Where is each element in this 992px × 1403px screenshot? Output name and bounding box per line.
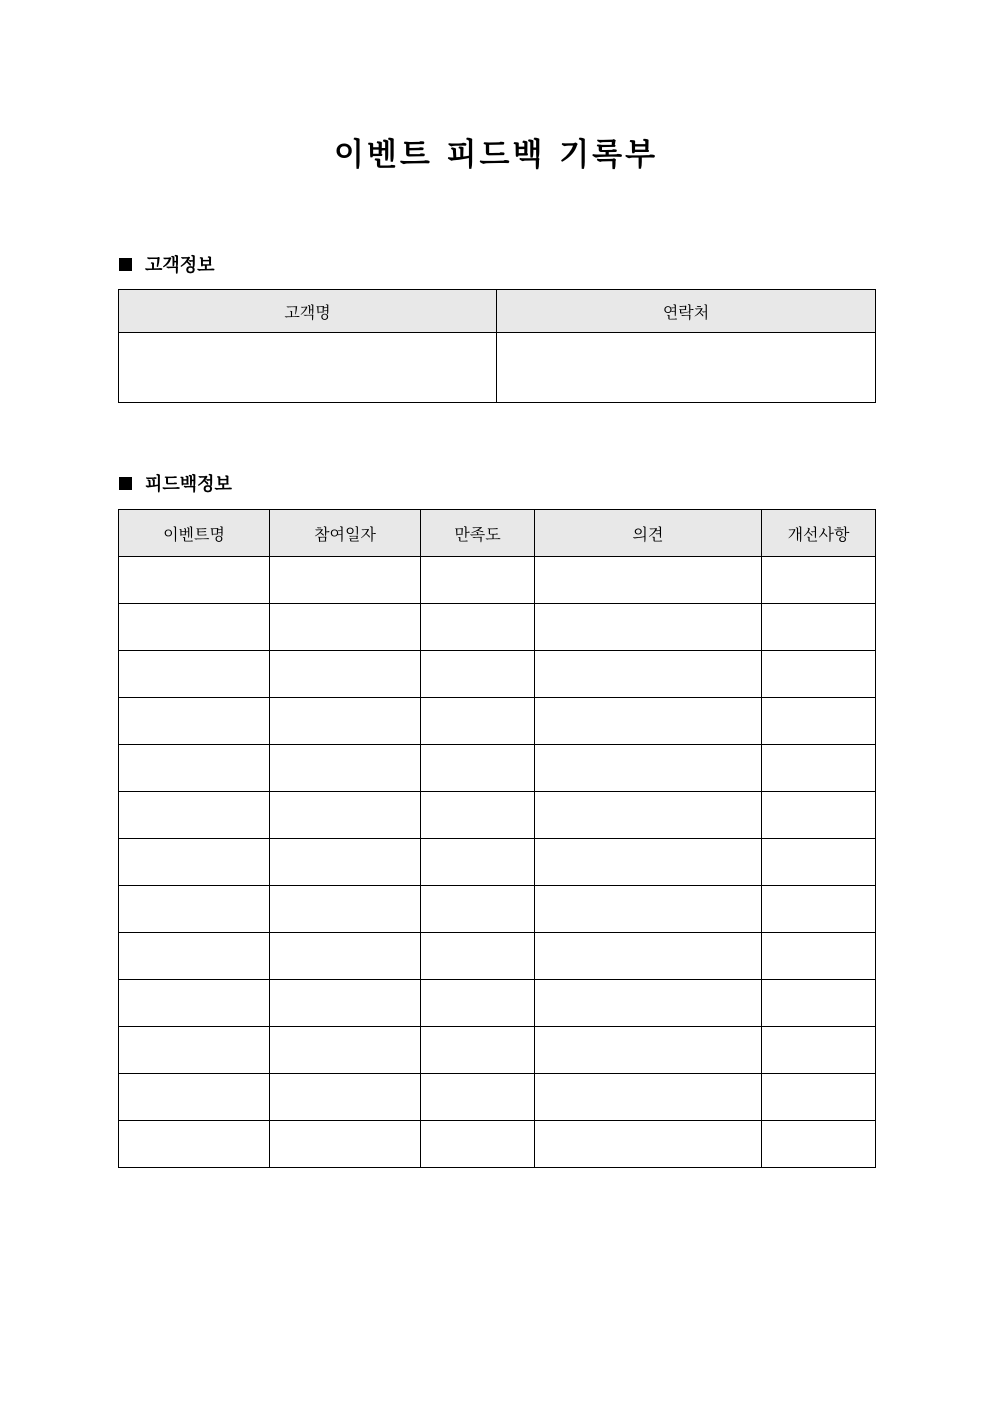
event-name-cell[interactable] (119, 886, 270, 933)
satisfaction-cell[interactable] (421, 980, 535, 1027)
square-bullet-icon (119, 258, 132, 271)
participation-date-cell[interactable] (270, 792, 421, 839)
event-name-cell[interactable] (119, 1121, 270, 1168)
page-title: 이벤트 피드백 기록부 (333, 137, 659, 173)
satisfaction-cell[interactable] (421, 745, 535, 792)
improvements-cell[interactable] (762, 1121, 876, 1168)
satisfaction-cell[interactable] (421, 651, 535, 698)
participation-date-cell[interactable] (270, 933, 421, 980)
event-name-cell[interactable] (119, 1027, 270, 1074)
improvements-cell[interactable] (762, 792, 876, 839)
event-name-cell[interactable] (119, 557, 270, 604)
participation-date-cell[interactable] (270, 1121, 421, 1168)
satisfaction-cell[interactable] (421, 886, 535, 933)
table-row (119, 886, 876, 933)
opinion-cell[interactable] (535, 698, 762, 745)
satisfaction-cell[interactable] (421, 1121, 535, 1168)
event-name-cell[interactable] (119, 651, 270, 698)
participation-date-cell[interactable] (270, 886, 421, 933)
contact-cell[interactable] (497, 333, 876, 403)
improvements-cell[interactable] (762, 886, 876, 933)
event-name-cell[interactable] (119, 1074, 270, 1121)
event-name-cell[interactable] (119, 980, 270, 1027)
improvements-cell[interactable] (762, 604, 876, 651)
table-row (119, 792, 876, 839)
feedback-table-body (119, 557, 876, 1168)
opinion-cell[interactable] (535, 886, 762, 933)
satisfaction-cell[interactable] (421, 1027, 535, 1074)
feedback-info-heading-label: 피드백정보 (145, 474, 232, 495)
participation-date-cell[interactable] (270, 698, 421, 745)
opinion-cell[interactable] (535, 1121, 762, 1168)
event-name-cell[interactable] (119, 839, 270, 886)
table-row (119, 745, 876, 792)
participation-date-cell[interactable] (270, 1074, 421, 1121)
improvements-cell[interactable] (762, 933, 876, 980)
feedback-info-table (118, 509, 876, 1168)
column-header-satisfaction: 만족도 (421, 510, 535, 557)
column-header-contact: 연락처 (497, 290, 876, 333)
table-row (119, 933, 876, 980)
opinion-cell[interactable] (535, 933, 762, 980)
improvements-cell[interactable] (762, 839, 876, 886)
opinion-cell[interactable] (535, 745, 762, 792)
table-row (119, 1074, 876, 1121)
opinion-cell[interactable] (535, 604, 762, 651)
table-row (119, 698, 876, 745)
table-row (119, 1027, 876, 1074)
opinion-cell[interactable] (535, 980, 762, 1027)
customer-info-heading (119, 252, 215, 276)
column-header-opinion: 의견 (535, 510, 762, 557)
satisfaction-cell[interactable] (421, 933, 535, 980)
participation-date-cell[interactable] (270, 651, 421, 698)
satisfaction-cell[interactable] (421, 604, 535, 651)
column-header-participation-date: 참여일자 (270, 510, 421, 557)
opinion-cell[interactable] (535, 1074, 762, 1121)
column-header-event-name: 이벤트명 (119, 510, 270, 557)
table-row (119, 980, 876, 1027)
customer-name-cell[interactable] (119, 333, 497, 403)
table-row (119, 604, 876, 651)
column-header-improvements: 개선사항 (762, 510, 876, 557)
satisfaction-cell[interactable] (421, 839, 535, 886)
column-header-customer-name: 고객명 (119, 290, 497, 333)
satisfaction-cell[interactable] (421, 792, 535, 839)
improvements-cell[interactable] (762, 651, 876, 698)
table-header-row (119, 510, 876, 557)
improvements-cell[interactable] (762, 557, 876, 604)
event-name-cell[interactable] (119, 792, 270, 839)
table-row (119, 557, 876, 604)
opinion-cell[interactable] (535, 651, 762, 698)
improvements-cell[interactable] (762, 1027, 876, 1074)
improvements-cell[interactable] (762, 698, 876, 745)
feedback-info-heading (119, 471, 232, 495)
table-row (119, 1121, 876, 1168)
table-row (119, 333, 876, 403)
participation-date-cell[interactable] (270, 1027, 421, 1074)
event-name-cell[interactable] (119, 604, 270, 651)
event-name-cell[interactable] (119, 933, 270, 980)
improvements-cell[interactable] (762, 980, 876, 1027)
participation-date-cell[interactable] (270, 604, 421, 651)
participation-date-cell[interactable] (270, 839, 421, 886)
satisfaction-cell[interactable] (421, 698, 535, 745)
improvements-cell[interactable] (762, 745, 876, 792)
table-row (119, 651, 876, 698)
opinion-cell[interactable] (535, 557, 762, 604)
opinion-cell[interactable] (535, 792, 762, 839)
event-name-cell[interactable] (119, 745, 270, 792)
customer-info-heading-label: 고객정보 (145, 255, 215, 276)
event-name-cell[interactable] (119, 698, 270, 745)
table-row (119, 839, 876, 886)
satisfaction-cell[interactable] (421, 557, 535, 604)
customer-info-table (118, 289, 876, 403)
square-bullet-icon (119, 477, 132, 490)
opinion-cell[interactable] (535, 839, 762, 886)
improvements-cell[interactable] (762, 1074, 876, 1121)
table-header-row (119, 290, 876, 333)
opinion-cell[interactable] (535, 1027, 762, 1074)
participation-date-cell[interactable] (270, 557, 421, 604)
satisfaction-cell[interactable] (421, 1074, 535, 1121)
participation-date-cell[interactable] (270, 980, 421, 1027)
participation-date-cell[interactable] (270, 745, 421, 792)
